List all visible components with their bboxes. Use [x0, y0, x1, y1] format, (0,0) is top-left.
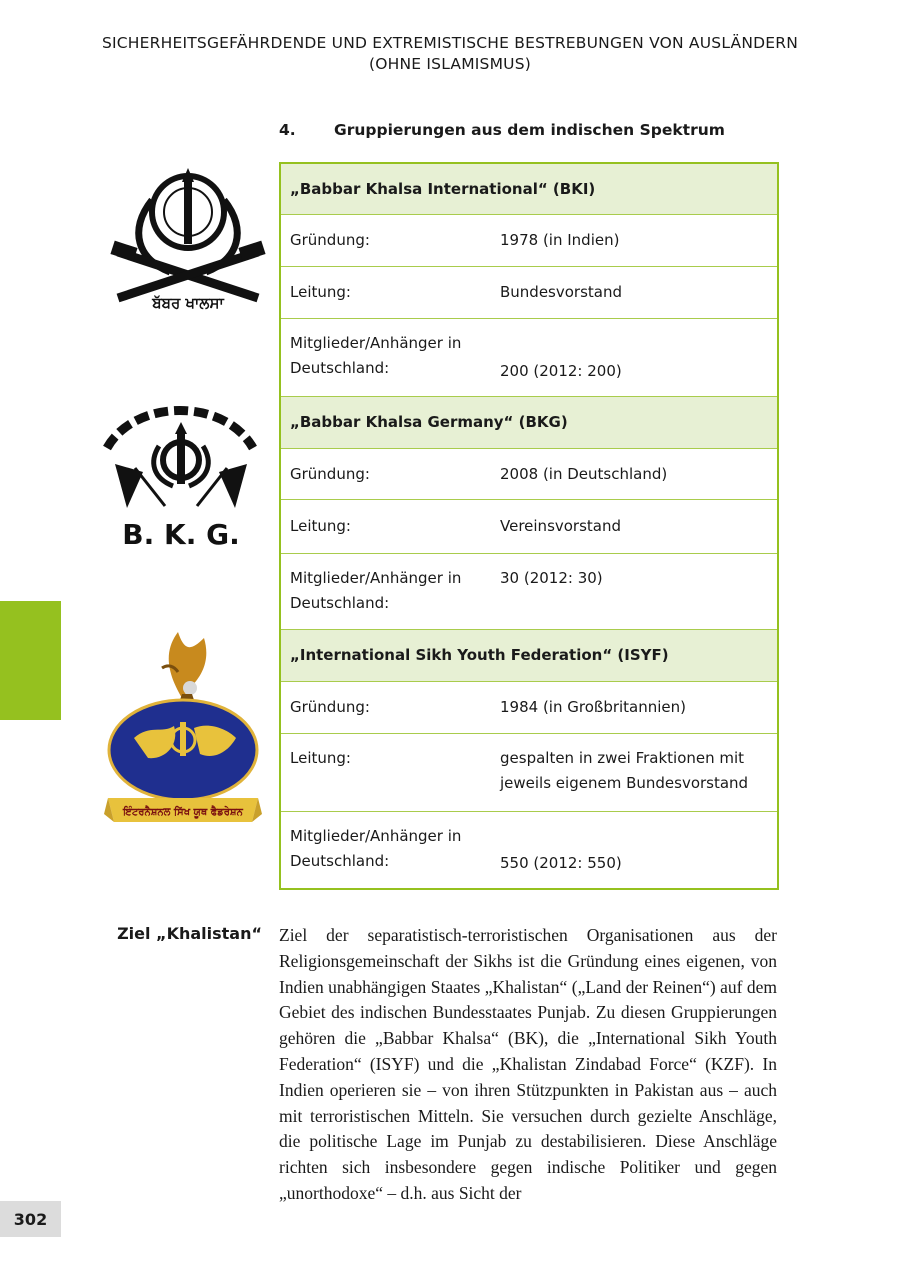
body-paragraph: Ziel der separatistisch-terroristischen Organisationen aus der Religionsgemeinschaft der Sikhs ist die Gründung eines eigenen, von Indien unabhängigen Staates „Khalistan“ („Land der Reinen“) auf dem Gebiet des indischen Bundesstaates Punjab. Zu diesen Gruppierungen gehören die „Babbar Khalsa“ (BK), die „International Sikh Youth Federation“ (ISYF) und die „Khalistan Zindabad Force“ (KZF). In Indien operieren sie – von ihren Stützpunkten in Pakistan aus – auch mit terroristischen Mitteln. Sie versuchen durch gezielte Anschläge, die politische Lage im Punjab zu destabilisieren. Diese Anschläge richten sich insbesondere gegen indische Politiker und gegen „unorthodoxe“ – d.h. aus Sicht der: [279, 925, 777, 1203]
bki-logo: [108, 160, 268, 320]
table-row: [281, 319, 777, 397]
bkg-logo: [95, 388, 265, 553]
founding-label: Gründung:: [290, 464, 370, 483]
section-title: Gruppierungen aus dem indischen Spektrum: [334, 121, 725, 139]
founding-value: 1978 (in Indien): [500, 231, 620, 249]
leadership-value: Bundesvorstand: [500, 283, 623, 301]
running-header: [0, 33, 900, 75]
table-row: [281, 267, 777, 319]
page-number: 302: [0, 1201, 61, 1237]
table-row: [281, 449, 777, 500]
leadership-label: Leitung:: [290, 283, 351, 301]
leadership-value: Vereinsvorstand: [500, 517, 622, 535]
org-name: „Babbar Khalsa International“ (BKI): [290, 179, 596, 198]
founding-label: Gründung:: [290, 698, 370, 716]
members-label: Mitglieder/Anhänger in Deutschland:: [290, 334, 462, 377]
isyf-logo: [104, 628, 262, 828]
members-value: 30 (2012: 30): [500, 569, 603, 587]
members-value: 550 (2012: 550): [500, 854, 622, 872]
running-header-line1: SICHERHEITSGEFÄHRDENDE UND EXTREMISTISCHE BESTREBUNGEN VON AUSLÄNDERN: [101, 34, 799, 52]
table-row: [281, 500, 777, 554]
members-label: Mitglieder/Anhänger in Deutschland:: [290, 827, 462, 870]
table-row: [281, 812, 777, 888]
org-name: „International Sikh Youth Federation“ (ISYF): [290, 646, 669, 664]
org-header-isyf: [281, 630, 777, 682]
founding-value: 1984 (in Großbritannien): [500, 698, 687, 716]
table-row: [281, 554, 777, 630]
leadership-label: Leitung:: [290, 517, 351, 535]
leadership-label: Leitung:: [290, 749, 351, 767]
founding-label: Gründung:: [290, 231, 370, 249]
chapter-tab: [0, 601, 61, 720]
bki-logo-caption: ਬੱਬਰ ਖਾਲਸਾ: [152, 294, 224, 312]
table-row: [281, 734, 777, 812]
table-row: [281, 215, 777, 267]
isyf-logo-caption: ਇੰਟਰਨੈਸ਼ਨਲ ਸਿੱਖ ਯੂਥ ਫੈਡਰੇਸ਼ਨ: [123, 807, 243, 818]
margin-label: Ziel „Khalistan“: [117, 924, 262, 943]
org-name: „Babbar Khalsa Germany“ (BKG): [290, 413, 568, 431]
org-header-bki: [281, 164, 777, 215]
running-header-line2: (OHNE ISLAMISMUS): [368, 55, 531, 73]
bkg-logo-caption: B. K. G.: [122, 518, 240, 551]
table-row: [281, 682, 777, 734]
organizations-table: [279, 162, 779, 890]
section-number: 4.: [279, 121, 296, 139]
org-header-bkg: [281, 397, 777, 449]
leadership-value: gespalten in zwei Fraktionen mit jeweils eigenem Bundesvorstand: [500, 749, 749, 792]
members-label: Mitglieder/Anhänger in Deutschland:: [290, 569, 462, 612]
section-heading: [279, 121, 725, 139]
founding-value: 2008 (in Deutschland): [500, 464, 668, 483]
members-value: 200 (2012: 200): [500, 362, 622, 380]
